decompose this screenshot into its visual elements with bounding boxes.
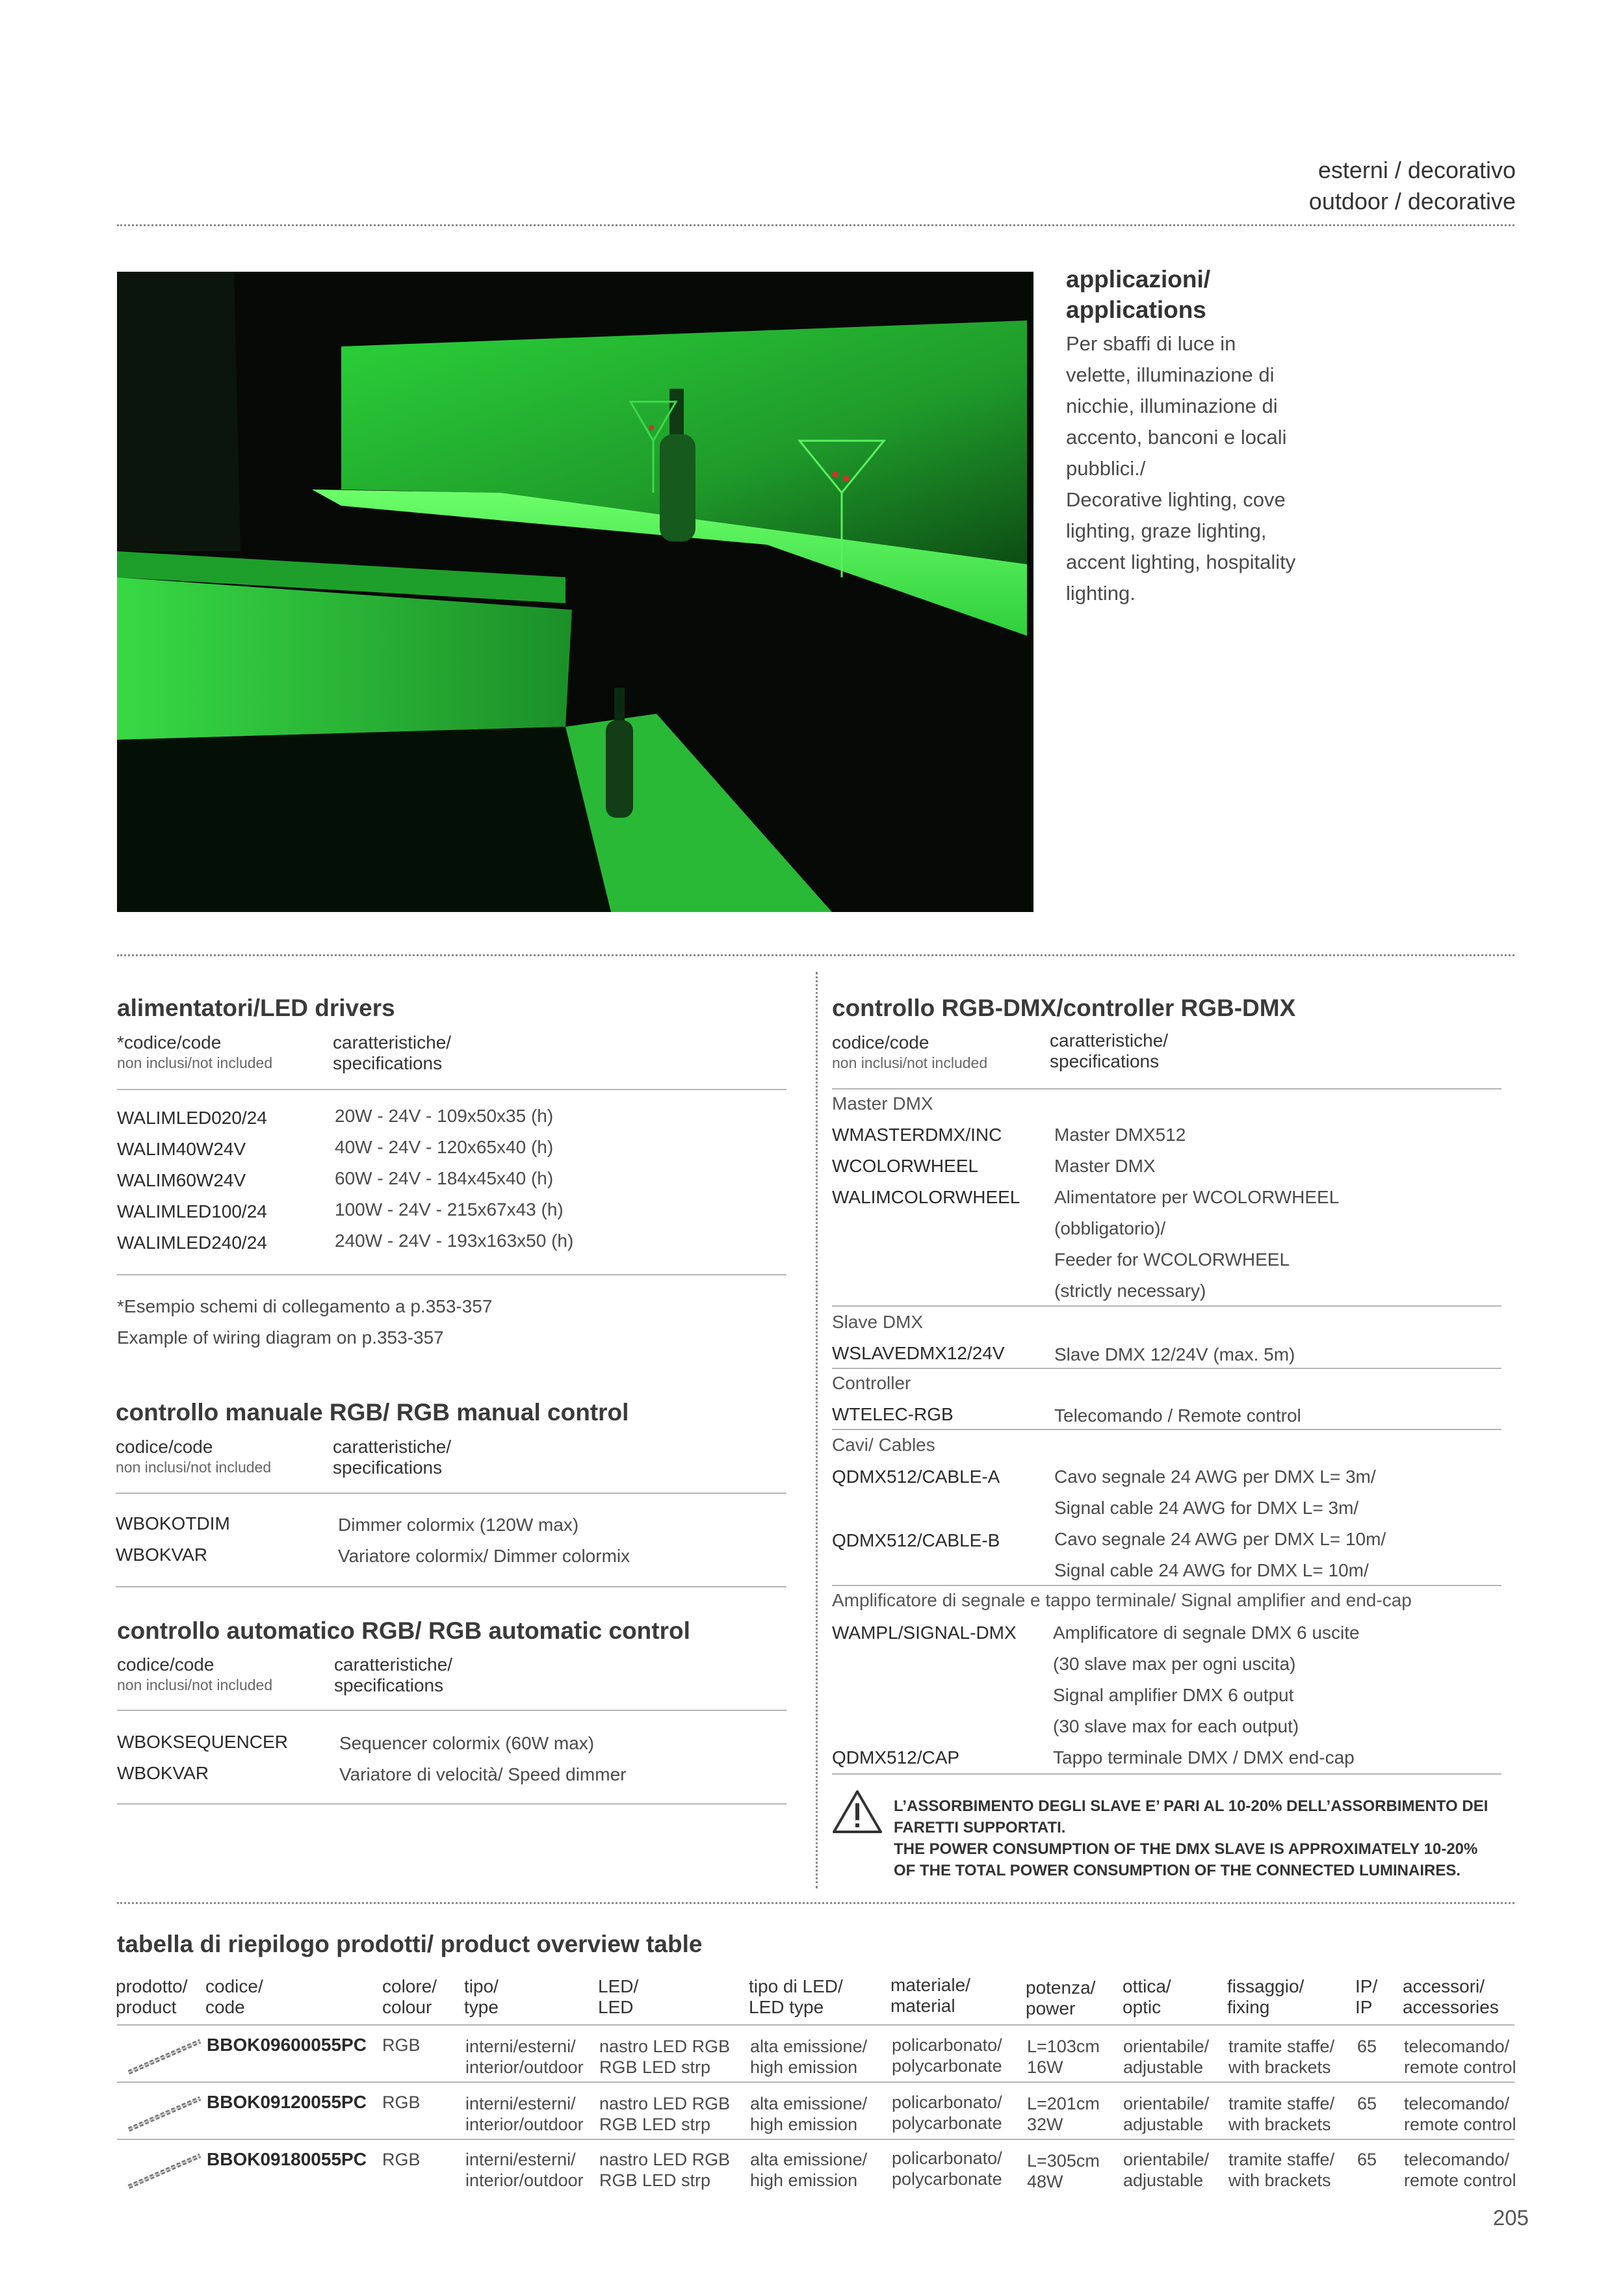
cell-line: 48W — [1027, 2172, 1063, 2191]
overview-led — [599, 2093, 730, 2135]
driver-spec: 40W - 24V - 120x65x40 (h) — [335, 1137, 554, 1157]
cell-line: high emission — [750, 2171, 858, 2190]
cell-line: telecomando/ — [1404, 2037, 1510, 2056]
dmx-col-code-label: codice/code — [832, 1032, 929, 1052]
automatic-col-spec — [334, 1654, 452, 1696]
cell-line: alta emissione/ — [750, 2037, 868, 2056]
cell-line: policarbonato/ — [892, 2148, 1002, 2168]
cell-line: polycarbonate — [892, 2169, 1002, 2189]
dmx-code: WSLAVEDMX12/24V — [832, 1343, 1005, 1363]
dmx-col-spec-it: caratteristiche/ — [1050, 1030, 1169, 1050]
col-header-line: power — [1026, 1998, 1076, 2018]
applications-line: lighting. — [1066, 582, 1136, 605]
dmx-spec: Signal amplifier DMX 6 output — [1053, 1685, 1294, 1705]
col-header-line: accessori/ — [1403, 1976, 1485, 1996]
cell-line: telecomando/ — [1404, 2150, 1510, 2169]
cell-line: alta emissione/ — [750, 2094, 868, 2113]
overview-colour: RGB — [382, 2035, 421, 2055]
cell-line: interni/esterni/ — [465, 2094, 576, 2113]
warning-line: THE POWER CONSUMPTION OF THE DMX SLAVE IS APPROXIMATELY 10-20% — [894, 1840, 1478, 1858]
driver-code: WALIMLED100/24 — [117, 1201, 267, 1221]
drivers-col-code — [117, 1032, 272, 1073]
cell-line: with brackets — [1228, 2115, 1331, 2134]
overview-material — [892, 2035, 1002, 2076]
automatic-col-code — [117, 1654, 272, 1695]
dmx-spec: (30 slave max for each output) — [1053, 1716, 1299, 1736]
col-header-line: colore/ — [382, 1976, 437, 1996]
col-header-line: prodotto/ — [116, 1976, 188, 1996]
col-fixing — [1227, 1976, 1304, 2018]
driver-spec: 60W - 24V - 184x45x40 (h) — [335, 1168, 554, 1188]
col-header-line: fissaggio/ — [1227, 1976, 1305, 1996]
dmx-col-code — [832, 1032, 987, 1073]
cell-line: polycarbonate — [892, 2113, 1002, 2133]
cell-line: L=103cm — [1027, 2037, 1100, 2056]
manual-col-code-label: codice/code — [116, 1437, 213, 1457]
overview-header-rule — [117, 2024, 1514, 2026]
dmx-spec: (strictly necessary) — [1054, 1281, 1206, 1301]
overview-power — [1027, 2093, 1100, 2135]
drivers-col-code-label: *codice/code — [117, 1032, 222, 1052]
cell-line: with brackets — [1228, 2057, 1331, 2077]
category-it: esterni / decorativo — [1318, 157, 1516, 183]
dmx-group-cables: Cavi/ Cables — [832, 1435, 935, 1455]
cell-line: telecomando/ — [1404, 2094, 1510, 2113]
overview-led-type — [750, 2149, 867, 2191]
cell-line: nastro LED RGB — [599, 2094, 731, 2113]
overview-fixing — [1228, 2149, 1334, 2191]
overview-led-type — [750, 2093, 867, 2135]
manual-spec: Variatore colormix/ Dimmer colormix — [338, 1546, 630, 1566]
automatic-col-spec-en: specifications — [334, 1675, 444, 1695]
section-divider — [117, 954, 1514, 956]
dmx-code: WAMPL/SIGNAL-DMX — [832, 1623, 1017, 1643]
dmx-title: controllo RGB-DMX/controller RGB-DMX — [832, 995, 1296, 1021]
applications-line: accento, banconi e locali — [1066, 426, 1287, 449]
drivers-col-code-sub: non inclusi/not included — [117, 1054, 273, 1071]
overview-title: tabella di riepilogo prodotti/ product overview table — [117, 1931, 703, 1957]
manual-spec: Dimmer colormix (120W max) — [338, 1515, 579, 1535]
overview-accessories — [1404, 2093, 1516, 2135]
dmx-code: WTELEC-RGB — [832, 1404, 954, 1424]
cell-line: adjustable — [1123, 2115, 1204, 2134]
dmx-code: QDMX512/CABLE-B — [832, 1530, 1000, 1550]
applications-line: nicchie, illuminazione di — [1066, 395, 1278, 417]
cell-line: interni/esterni/ — [465, 2150, 576, 2169]
col-header-line: potenza/ — [1026, 1977, 1096, 1998]
drivers-col-spec-it: caratteristiche/ — [333, 1032, 452, 1052]
cell-line: adjustable — [1123, 2171, 1204, 2190]
dmx-spec: Master DMX — [1054, 1156, 1156, 1176]
drivers-col-spec — [333, 1032, 451, 1074]
col-header-line: type — [464, 1997, 499, 2017]
col-product — [116, 1976, 188, 2018]
overview-power — [1027, 2150, 1100, 2192]
col-ip — [1355, 1976, 1377, 2018]
col-header-line: tipo/ — [464, 1976, 499, 1996]
cell-line: orientabile/ — [1123, 2094, 1210, 2113]
dmx-spec: (30 slave max per ogni uscita) — [1053, 1654, 1296, 1674]
driver-spec: 20W - 24V - 109x50x35 (h) — [335, 1106, 554, 1126]
product-thumbnail — [123, 2033, 205, 2082]
dmx-code: QDMX512/CAP — [832, 1747, 960, 1768]
col-header-line: LED — [598, 1997, 634, 2017]
drivers-col-spec-en: specifications — [333, 1053, 443, 1073]
col-accessories — [1403, 1976, 1499, 2018]
dmx-spec: Signal cable 24 AWG for DMX L= 10m/ — [1054, 1560, 1369, 1580]
cell-line: RGB LED strp — [599, 2057, 711, 2077]
cell-line: polycarbonate — [892, 2056, 1002, 2076]
col-header-line: code — [205, 1997, 245, 2017]
cell-line: orientabile/ — [1123, 2150, 1210, 2169]
overview-fixing — [1228, 2093, 1334, 2135]
dmx-spec: Master DMX512 — [1054, 1125, 1186, 1145]
col-led-type — [749, 1976, 843, 2018]
cell-line: policarbonato/ — [892, 2035, 1002, 2055]
cell-line: tramite staffe/ — [1228, 2037, 1335, 2056]
driver-code: WALIMLED240/24 — [117, 1233, 267, 1253]
overview-accessories — [1404, 2036, 1516, 2078]
cell-line: remote control — [1404, 2171, 1516, 2190]
cell-line: high emission — [750, 2057, 858, 2077]
applications-title-it: applicazioni/ — [1066, 266, 1211, 293]
dmx-code: QDMX512/CABLE-A — [832, 1467, 1000, 1487]
overview-material — [892, 2092, 1002, 2133]
automatic-spec: Sequencer colormix (60W max) — [339, 1733, 595, 1753]
product-photo — [117, 272, 1033, 912]
manual-code: WBOKVAR — [116, 1545, 208, 1565]
dmx-rule — [832, 1305, 1501, 1307]
product-thumbnail — [123, 2091, 205, 2139]
overview-colour: RGB — [382, 2150, 421, 2169]
manual-col-spec — [333, 1437, 451, 1478]
driver-code: WALIM60W24V — [117, 1170, 246, 1190]
drivers-title: alimentatori/LED drivers — [117, 995, 395, 1021]
cell-line: remote control — [1404, 2115, 1516, 2134]
dmx-spec: Telecomando / Remote control — [1054, 1405, 1301, 1426]
overview-optic — [1123, 2036, 1209, 2078]
col-header-line: product — [116, 1997, 177, 2017]
automatic-title: controllo automatico RGB/ RGB automatic control — [117, 1617, 690, 1644]
automatic-col-code-sub: non inclusi/not included — [117, 1676, 273, 1693]
cell-line: nastro LED RGB — [599, 2037, 731, 2056]
warning-text — [894, 1795, 1488, 1881]
overview-led — [599, 2036, 730, 2078]
manual-code: WBOKOTDIM — [116, 1513, 230, 1533]
col-led — [598, 1976, 638, 2018]
dmx-code: WALIMCOLORWHEEL — [832, 1187, 1020, 1207]
cell-line: orientabile/ — [1123, 2037, 1210, 2056]
automatic-col-code-label: codice/code — [117, 1654, 214, 1675]
category-header — [1309, 155, 1516, 217]
applications-title-en: applications — [1066, 296, 1206, 323]
column-divider — [816, 972, 818, 1888]
dmx-group-master: Master DMX — [832, 1093, 933, 1114]
col-header-line: material — [890, 1996, 955, 2016]
cell-line: alta emissione/ — [750, 2150, 868, 2169]
overview-ip: 65 — [1357, 2150, 1377, 2169]
warning-line: FARETTI SUPPORTATI. — [894, 1819, 1066, 1836]
dmx-spec: Slave DMX 12/24V (max. 5m) — [1054, 1344, 1295, 1364]
cell-line: 16W — [1027, 2057, 1063, 2077]
applications-line: pubblici./ — [1066, 457, 1146, 480]
col-optic — [1123, 1976, 1171, 2018]
col-header-line: LED type — [749, 1997, 824, 2017]
driver-code: WALIM40W24V — [117, 1139, 246, 1159]
dmx-spec: Cavo segnale 24 AWG per DMX L= 10m/ — [1054, 1529, 1386, 1549]
applications-line: Per sbaffi di luce in — [1066, 332, 1236, 355]
dmx-code: WCOLORWHEEL — [832, 1156, 979, 1176]
manual-col-code — [116, 1437, 271, 1477]
cell-line: with brackets — [1228, 2171, 1331, 2190]
col-header-line: tipo di LED/ — [749, 1976, 843, 1996]
category-en: outdoor / decorative — [1308, 188, 1516, 215]
dmx-spec: Tappo terminale DMX / DMX end-cap — [1053, 1747, 1355, 1768]
dmx-spec: Alimentatore per WCOLORWHEEL — [1054, 1187, 1340, 1207]
col-header-line: IP/ — [1355, 1976, 1378, 1996]
dmx-code: WMASTERDMX/INC — [832, 1125, 1002, 1145]
applications-line: lighting, graze lighting, — [1066, 519, 1267, 542]
cell-line: 32W — [1027, 2115, 1063, 2134]
header-divider — [117, 224, 1514, 226]
overview-fixing — [1228, 2036, 1334, 2078]
dmx-spec: Cavo segnale 24 AWG per DMX L= 3m/ — [1054, 1467, 1376, 1487]
manual-footer-rule — [116, 1586, 786, 1587]
col-header-line: LED/ — [598, 1976, 639, 1996]
automatic-code: WBOKSEQUENCER — [117, 1732, 288, 1752]
dmx-rule — [832, 1368, 1501, 1369]
col-header-line: IP — [1355, 1997, 1373, 2017]
col-header-line: accessories — [1403, 1997, 1499, 2017]
overview-type — [465, 2036, 584, 2078]
col-colour — [382, 1976, 437, 2018]
overview-optic — [1123, 2149, 1209, 2191]
cell-line: interni/esterni/ — [465, 2037, 576, 2056]
drivers-note-en: Example of wiring diagram on p.353-357 — [117, 1327, 444, 1348]
overview-ip: 65 — [1357, 2094, 1377, 2113]
col-type — [464, 1976, 499, 2018]
overview-led-type — [750, 2036, 867, 2078]
applications-line: velette, illuminazione di — [1066, 363, 1275, 386]
col-header-line: colour — [382, 1997, 432, 2017]
dmx-spec: Amplificatore di segnale DMX 6 uscite — [1053, 1623, 1360, 1643]
manual-col-code-sub: non inclusi/not included — [116, 1459, 272, 1476]
overview-type — [465, 2093, 584, 2135]
cell-line: remote control — [1404, 2057, 1516, 2077]
cell-line: interior/outdoor — [465, 2115, 584, 2134]
warning-icon — [832, 1789, 883, 1838]
automatic-col-spec-it: caratteristiche/ — [334, 1654, 453, 1675]
automatic-code: WBOKVAR — [117, 1763, 209, 1783]
dmx-rule — [832, 1429, 1501, 1430]
manual-col-spec-en: specifications — [333, 1457, 443, 1478]
overview-optic — [1123, 2093, 1209, 2135]
dmx-col-spec-en: specifications — [1050, 1051, 1160, 1071]
page-number: 205 — [1492, 2206, 1529, 2230]
warning-line: L’ASSORBIMENTO DEGLI SLAVE E’ PARI AL 10-20% DELL’ASSORBIMENTO DEI — [894, 1797, 1488, 1815]
overview-row-rule — [117, 2081, 1514, 2083]
col-header-line: ottica/ — [1123, 1976, 1171, 1996]
dmx-group-slave: Slave DMX — [832, 1312, 924, 1332]
overview-row-rule — [117, 2139, 1514, 2140]
cell-line: adjustable — [1123, 2057, 1204, 2077]
dmx-rule — [832, 1585, 1501, 1586]
col-power — [1026, 1977, 1095, 2019]
overview-led — [599, 2149, 730, 2191]
manual-header-rule — [116, 1493, 786, 1494]
dmx-col-spec — [1050, 1030, 1168, 1072]
cell-line: nastro LED RGB — [599, 2150, 731, 2169]
cell-line: L=305cm — [1027, 2151, 1100, 2171]
cell-line: RGB LED strp — [599, 2171, 711, 2190]
col-material — [890, 1975, 970, 2016]
driver-spec: 240W - 24V - 193x163x50 (h) — [335, 1231, 574, 1251]
overview-power — [1027, 2036, 1100, 2078]
overview-ip: 65 — [1357, 2037, 1377, 2056]
cell-line: tramite staffe/ — [1228, 2150, 1335, 2169]
automatic-header-rule — [117, 1710, 786, 1711]
overview-divider — [117, 1902, 1514, 1904]
cell-line: interior/outdoor — [465, 2171, 584, 2190]
product-thumbnail — [123, 2148, 205, 2197]
cell-line: L=201cm — [1027, 2094, 1100, 2113]
green-led-bar-scene — [117, 272, 1033, 912]
col-header-line: materiale/ — [890, 1975, 970, 1995]
overview-accessories — [1404, 2149, 1516, 2191]
applications-line: accent lighting, hospitality — [1066, 551, 1296, 573]
drivers-footer-rule — [117, 1274, 786, 1275]
dmx-group-controller: Controller — [832, 1373, 911, 1393]
dmx-spec: (obbligatorio)/ — [1054, 1218, 1166, 1238]
dmx-spec: Signal cable 24 AWG for DMX L= 3m/ — [1054, 1498, 1359, 1518]
overview-code: BBOK09120055PC — [207, 2092, 367, 2112]
dmx-header-rule — [832, 1088, 1501, 1089]
cell-line: RGB LED strp — [599, 2115, 711, 2134]
cell-line: interior/outdoor — [465, 2057, 584, 2077]
cell-line: policarbonato/ — [892, 2093, 1002, 2112]
drivers-note-it: *Esempio schemi di collegamento a p.353-357 — [117, 1296, 493, 1316]
applications-title — [1066, 264, 1210, 325]
automatic-footer-rule — [117, 1803, 786, 1805]
overview-code: BBOK09180055PC — [207, 2149, 367, 2169]
automatic-spec: Variatore di velocità/ Speed dimmer — [339, 1764, 627, 1784]
col-header-line: fixing — [1227, 1997, 1270, 2017]
dmx-col-code-sub: non inclusi/not included — [832, 1054, 988, 1071]
overview-code: BBOK09600055PC — [207, 2035, 367, 2055]
manual-col-spec-it: caratteristiche/ — [333, 1437, 452, 1457]
overview-material — [892, 2148, 1002, 2189]
cell-line: tramite staffe/ — [1228, 2094, 1335, 2113]
drivers-header-rule — [117, 1089, 786, 1090]
dmx-spec: Feeder for WCOLORWHEEL — [1054, 1249, 1290, 1270]
dmx-footer-rule — [832, 1773, 1501, 1775]
manual-title: controllo manuale RGB/ RGB manual control — [116, 1399, 629, 1426]
driver-spec: 100W - 24V - 215x67x43 (h) — [335, 1199, 564, 1220]
applications-line: Decorative lighting, cove — [1066, 488, 1286, 511]
overview-type — [465, 2149, 584, 2191]
applications-text — [1066, 328, 1300, 609]
warning-line: OF THE TOTAL POWER CONSUMPTION OF THE CONNECTED LUMINAIRES. — [894, 1862, 1461, 1879]
cell-line: high emission — [750, 2115, 858, 2134]
dmx-group-amplifier: Amplificatore di segnale e tappo terminale/ Signal amplifier and end-cap — [832, 1590, 1412, 1610]
col-header-line: optic — [1123, 1997, 1162, 2017]
overview-colour: RGB — [382, 2093, 421, 2112]
driver-code: WALIMLED020/24 — [117, 1108, 267, 1128]
col-code — [205, 1976, 263, 2018]
col-header-line: codice/ — [205, 1976, 263, 1996]
